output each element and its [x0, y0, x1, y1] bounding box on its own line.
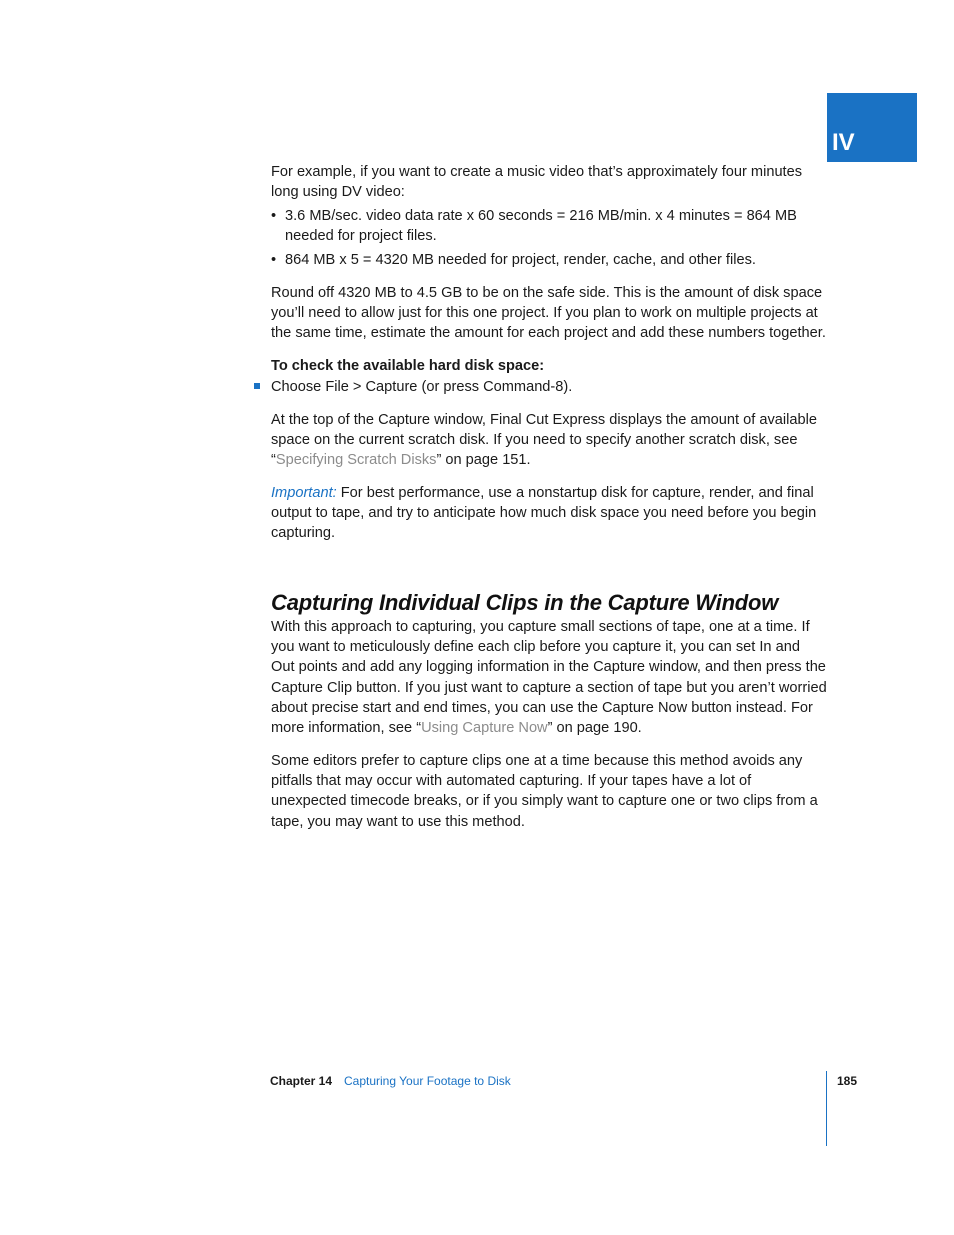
- list-item-text: 3.6 MB/sec. video data rate x 60 seconds = 216 MB/min. x 4 minutes = 864 MB needed for project files.: [285, 208, 797, 245]
- capture-window-paragraph: [271, 410, 827, 471]
- approach-text-end: ” on page 190.: [547, 720, 642, 737]
- important-label: Important:: [271, 485, 337, 501]
- step-bullet-icon: [254, 383, 260, 389]
- task-heading-text: To check the available hard disk space:: [271, 358, 545, 374]
- using-capture-now-link[interactable]: Using Capture Now: [421, 720, 548, 737]
- list-item-text: 864 MB x 5 = 4320 MB needed for project, render, cache, and other files.: [285, 252, 756, 269]
- specifying-scratch-disks-link[interactable]: Specifying Scratch Disks: [275, 452, 437, 469]
- bullet-list: [271, 206, 827, 271]
- bullet-dot: •: [271, 208, 277, 224]
- page-number: 185: [837, 1074, 858, 1088]
- list-item: [271, 250, 827, 270]
- capture-window-text: At the top of the Capture window, Final Cut Express displays the amount of available space on the current scratch disk. If you need to specify another scratch disk, see “: [271, 412, 817, 469]
- disk-space-paragraph: [271, 283, 827, 344]
- bullet-dot: •: [271, 252, 277, 269]
- intro-text: For example, if you want to create a music video that’s approximately four minutes long using DV video:: [271, 164, 803, 201]
- important-note: [271, 483, 827, 544]
- task-heading: [271, 356, 827, 376]
- footer-divider: [826, 1071, 827, 1146]
- approach-paragraph: [271, 617, 827, 738]
- step-1-text: Choose File > Capture (or press Command-8).: [271, 379, 573, 395]
- editors-text: Some editors prefer to capture clips one at a time because this method avoids any pitfalls that may occur with automated capturing. If your tapes have a lot of unexpected timecode breaks, or if you simply want to capture one or two clips from a tape, you may want to use this method.: [271, 753, 818, 830]
- footer-chapter-title[interactable]: Capturing Your Footage to Disk: [344, 1074, 511, 1088]
- step-1: [271, 377, 827, 397]
- disk-space-text: Round off 4320 MB to 4.5 GB to be on the safe side. This is the amount of disk space you’ll need to allow just for this one project. If you plan to work on multiple projects at the same time, estimate the amount for each project and add these numbers together.: [271, 285, 826, 342]
- approach-text: With this approach to capturing, you capture small sections of tape, one at a time. If you want to meticulously define each clip before you capture it, you can set In and Out points and add any logging information in the Capture window, and then press the Capture Clip button. If you just want to capture a section of tape but you aren’t worried about precise start and end times, you can use the Capture Now button instead. For more information, see “: [271, 619, 827, 737]
- editors-paragraph: [271, 751, 827, 832]
- important-text: For best performance, use a nonstartup disk for capture, render, and final output to tape, and try to anticipate how much disk space you need before you begin capturing.: [271, 485, 817, 542]
- list-item: [271, 206, 827, 246]
- capture-window-text-end: ” on page 151.: [436, 452, 531, 469]
- part-tab: [827, 93, 917, 162]
- part-tab-label: IV: [832, 129, 855, 156]
- intro-paragraph: [271, 162, 827, 202]
- section-heading: Capturing Individual Clips in the Capture Window: [271, 590, 779, 615]
- footer-chapter: Chapter 14: [270, 1074, 333, 1088]
